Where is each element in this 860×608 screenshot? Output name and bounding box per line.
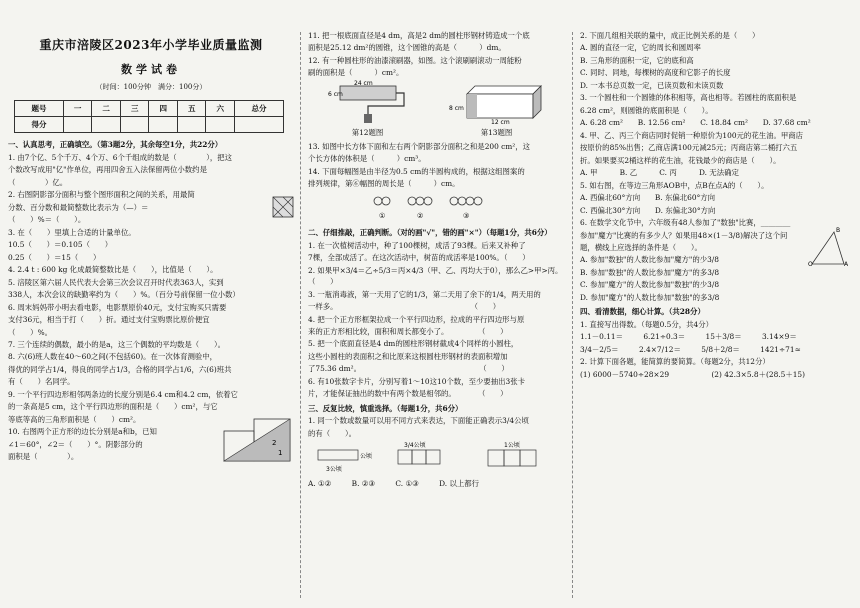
figure-caption: 第13题图 <box>480 128 513 138</box>
score-table-header-row <box>15 101 284 117</box>
question-line: C. 同时、同地，每棵树的高度和它影子的长度 <box>580 68 731 78</box>
score-input-cell[interactable] <box>92 117 121 133</box>
question-line: 6.28 cm²，则圆锥的底面积是（ ）。 <box>580 105 713 115</box>
section-heading: 二、仔细推敲，正确判断。（对的画"√"，错的画"×"）（每题1分，共6分） <box>308 228 552 238</box>
question-line: D. 参加"魔方"的人数比参加"数独"的多3/8 <box>580 292 720 302</box>
fig12-dim-diameter: 6 cm <box>327 90 343 98</box>
calc-item: 3/4－2/5＝ <box>580 344 619 354</box>
subsection-heading: 2. 计算下面各题，能简算的要简算。（每题2分，共12分） <box>580 357 770 367</box>
question-line: 4. 把一个正方形框架拉成一个平行四边形，拉成的平行四边形与原 <box>308 314 525 324</box>
score-cell: 题号 <box>15 101 64 117</box>
question-line: 9. 一个平行四边形相邻两条边的长度分别是6.4 cm和4.2 cm，依着它 <box>8 389 238 399</box>
question-line: 5. 把一个底面直径是4 dm的圆柱形钢材截成4个同样的小圆柱， <box>308 339 519 349</box>
fig-label: 1公顷 <box>504 442 520 450</box>
question-line: A. 参加"数独"的人数比参加"魔方"的少3/8 <box>580 255 719 265</box>
triangle-aob-figure <box>808 226 848 268</box>
score-input-cell[interactable] <box>149 117 178 133</box>
option-a[interactable]: A. ①② <box>308 478 332 488</box>
question-line: （ ）%。 <box>8 327 52 337</box>
question-line: 支付36元，相当于打（ ）折。通过支付宝购票比原价便宜 <box>8 315 210 325</box>
score-input-cell[interactable] <box>206 117 235 133</box>
svg-text:2: 2 <box>272 438 277 447</box>
question-line: 分数、百分数和最简整数比表示为（—）＝ <box>8 202 149 212</box>
question-line: 按原价的85%出售；乙商店满100元减25元；丙商店第二桶打六五 <box>580 143 798 153</box>
figure-caption: 第12题图 <box>351 128 384 138</box>
question-line: 11. 把一根底面直径是4 dm，高是2 dm的圆柱形钢材铸造成一个底 <box>308 31 530 40</box>
score-input-cell[interactable] <box>177 117 206 133</box>
figure-12 <box>328 80 408 139</box>
column-divider <box>572 32 573 598</box>
fig-label: 3/4公顷 <box>404 442 426 450</box>
option-d[interactable]: D. 以上都行 <box>439 478 480 488</box>
exam-title: 重庆市涪陵区2023年小学毕业质量监测 <box>39 38 263 52</box>
question-line: 6. 在数学文化节中，六年级有48人参加了"数独"比赛，________ <box>580 218 791 228</box>
question-line: 刷的面积是（ ）cm²。 <box>308 68 404 78</box>
svg-text:O: O <box>808 261 813 268</box>
score-table <box>14 100 284 133</box>
svg-text:A: A <box>844 261 848 268</box>
fig13-dim-length: 12 cm <box>490 118 510 124</box>
calc-item: 1.1－0.11＝ <box>580 332 623 342</box>
calc-row <box>580 344 852 355</box>
question-line: 3. 一个圆柱和一个圆锥的体积相等，高也相等。若圆柱的底面积是 <box>580 93 797 103</box>
question-line: A. 圆的直径一定，它的周长和圆周率 <box>580 43 701 53</box>
calc-item: (2) 42.3×5.8＋(28.5＋15) <box>711 369 806 379</box>
two-squares-figure <box>222 417 292 463</box>
calc-item: 3.14×9＝ <box>761 332 797 342</box>
question-line: 了75.36 dm²。 （ ） <box>308 364 509 374</box>
score-input-cell[interactable] <box>235 117 284 133</box>
question-line: 7棵，全部成活了。在这次活动中，树苗的成活率是100%。（ ） <box>308 253 530 263</box>
question-line: 4. 甲、乙、丙三个商店同时促销一种原价为100元的花生油。甲商店 <box>580 130 804 140</box>
pattern-label: ② <box>417 211 424 220</box>
paint-roller-figure <box>328 80 408 124</box>
section-heading: 三、反复比较，慎重选择。（每题1分，共6分） <box>308 403 463 413</box>
column-divider <box>300 32 301 598</box>
question-line: 5. 涪陵区第六届人民代表大会第三次会议召开时代表363人，实到 <box>8 277 224 287</box>
question-line: 14. 下面每幅图是由半径为0.5 cm的半圆构成的，根据这组图案的 <box>308 166 525 176</box>
hectare-options-figure <box>308 440 566 474</box>
score-cell: 六 <box>206 101 235 117</box>
calc-item: 6.21÷0.3＝ <box>643 332 686 342</box>
question-line: 折。如果要买2桶这样的花生油，花钱最少的商店是（ ）。 <box>580 155 781 165</box>
option-c[interactable]: C. ①③ <box>395 478 419 488</box>
question-line: （ ）亿。 <box>8 177 68 187</box>
question-line: 题，横线上应选择的条件是（ ）。 <box>580 242 702 252</box>
question-line: A. 6.28 cm² B. 12.56 cm² C. 18.84 cm² D. 37.68 cm² <box>580 118 811 128</box>
question-line: 面积是（ ）。 <box>8 452 79 462</box>
question-lines <box>580 30 852 303</box>
option-b[interactable]: B. ②③ <box>351 478 376 488</box>
score-input-cell[interactable] <box>120 117 149 133</box>
question-line: 2. 下面几组相关联的量中，成正比例关系的是（ ） <box>580 31 760 40</box>
question-line: 6. 有10张数字卡片，分别写着1～10这10个数，至少要抽出3张卡 <box>308 376 526 386</box>
fig12-dim-length: 24 cm <box>353 79 373 87</box>
cuboid-figure <box>447 80 547 124</box>
section-heading: 一、认真思考，正确填空。（第3题2分，其余每空1分，共22分） <box>8 140 223 150</box>
question-line: C. 西偏北30°方向 D. 东偏北30°方向 <box>580 205 716 215</box>
score-input-cell[interactable] <box>63 117 92 133</box>
question-line: 1. 由7个亿、5个千万、4个万、6个千组成的数是（ ），把这 <box>8 152 233 162</box>
score-cell: 一 <box>63 101 92 117</box>
score-cell: 三 <box>120 101 149 117</box>
question-line: 12. 有一种圆柱形的油漆滚刷器，如图。这个滚刷刷滚动一周能粉 <box>308 55 522 65</box>
question-line: 5. 如右图，在等边三角形AOB中，点B在点A的（ ）。 <box>580 180 769 190</box>
question-line: 的一条高是5 cm，这个平行四边形的面积是（ ）cm²，与它 <box>8 402 218 412</box>
question-line: 2. 如果甲×3/4＝乙÷5/3＝丙×4/3（甲、乙、丙均大于0），那么乙>甲>丙。（ ） <box>308 265 563 287</box>
question-line: C. 参加"魔方"的人数比参加"数独"的少3/8 <box>580 280 720 290</box>
question-line: 338人，本次会议的缺勤率约为（ ）%。（百分号前保留一位小数） <box>8 290 240 300</box>
question-line: 10. 右图两个正方形的边长分别是a和b，已知 <box>8 427 157 437</box>
calc-item: 2.4×7/12＝ <box>638 344 681 354</box>
figures-12-13 <box>308 81 566 139</box>
score-table-score-row <box>15 117 284 133</box>
subsection-heading: 1. 直接写出得数。（每题0.5分，共4分） <box>580 319 714 329</box>
question-line: A. 甲 B. 乙 C. 丙 D. 无法确定 <box>580 168 739 178</box>
question-line: 1. 同一个数或数量可以用不同方式来表达，下面能正确表示3/4公顷 <box>308 416 529 426</box>
question-line: 3. 一瓶消毒液，第一天用了它的1/3，第二天用了余下的1/4，两天用的 <box>308 289 541 299</box>
question-line: 参加"魔方"比赛的有多少人？如果用48×(1－3/8)解决了这个问 <box>580 230 788 240</box>
svg-text:1: 1 <box>278 448 283 457</box>
exam-meta: （时间：100分钟 满分：100分） <box>95 82 207 91</box>
calc-row <box>580 369 852 380</box>
question-line: 个长方体的体积是（ ）cm³。 <box>308 154 426 164</box>
column-3 <box>580 30 852 381</box>
score-cell: 五 <box>177 101 206 117</box>
pattern-label: ① <box>379 211 386 220</box>
question-line: A. 西偏北60°方向 B. 东偏北60°方向 <box>580 193 716 203</box>
question-line: B. 参加"数独"的人数比参加"魔方"的多3/8 <box>580 267 720 277</box>
score-cell: 得分 <box>15 117 64 133</box>
semicircle-pattern-figure <box>308 191 566 221</box>
question-line: D. 一本书总页数一定，已读页数和未读页数 <box>580 80 724 90</box>
question-line: 4. 2.4 t : 600 kg 化成最简整数比是（ ），比值是（ ）。 <box>8 265 218 275</box>
score-cell: 总分 <box>235 101 284 117</box>
svg-text:B: B <box>836 227 841 234</box>
section-heading: 四、看清数据，细心计算。（共28分） <box>580 307 705 317</box>
question-line: 0.25（ ）＝15（ ） <box>8 252 101 262</box>
question-line: 来的正方形相比较，面积和周长都变小了。 （ ） <box>308 326 508 336</box>
question-line: 6. 周末妈妈带小明去看电影，电影票原价40元，支付宝购买只需要 <box>8 302 227 312</box>
question-line: 8. 六(6)班人数在40～60之间(不包括60)。在一次体育测验中， <box>8 352 218 362</box>
question-line: B. 三角形的面积一定，它的底和高 <box>580 55 694 65</box>
calc-item: (1) 6000－5740÷28×29 <box>580 369 670 379</box>
question-lines <box>8 152 294 463</box>
figure-13 <box>447 80 547 139</box>
question-line: 一样多。 （ ） <box>308 302 501 312</box>
question-line: 3. 在（ ）里填上合适的计量单位。 <box>8 227 136 237</box>
score-cell: 四 <box>149 101 178 117</box>
question-line: 的有（ ）。 <box>308 428 357 438</box>
question-line: （ ）%＝（ ）。 <box>8 215 86 225</box>
calc-item: 1421÷71≈ <box>760 344 801 354</box>
question-line: 等底等高的三角形面积是（ ）cm²。 <box>8 414 141 424</box>
question-line: 排列规律，第⑥幅图的周长是（ ）cm。 <box>308 179 460 189</box>
fig-label: 3公顷 <box>326 466 342 474</box>
options-row <box>308 478 566 489</box>
question-line: 有（ ）名同学。 <box>8 377 75 387</box>
shaded-square-figure <box>272 196 294 218</box>
score-cell: 二 <box>92 101 121 117</box>
question-line: 7. 三个连续的偶数，最小的是a，这三个偶数的平均数是（ ）。 <box>8 339 226 349</box>
calc-item: 15＋3/8＝ <box>705 332 742 342</box>
question-line: 2. 右图阴影部分面积与整个图形面积之间的关系，用最简 <box>8 190 195 200</box>
column-1 <box>8 30 294 464</box>
question-line: 面积是25.12 dm²的圆锥，这个圆锥的高是（ ）dm。 <box>308 43 506 53</box>
pattern-label: ③ <box>463 211 470 220</box>
question-line: ∠1＝60°，∠2＝（ ）°。阴影部分的 <box>8 439 143 449</box>
fig13-dim-height: 8 cm <box>448 104 464 112</box>
column-2 <box>308 30 566 490</box>
question-line: 13. 如图中长方体下面和左右两个阴影部分面积之和是200 cm²，这 <box>308 141 531 151</box>
question-line: 1. 在一次植树活动中，种了100棵树，成活了93棵。后来又补种了 <box>308 240 526 250</box>
question-line: 个数改写成用"亿"作单位，再用四舍五入法保留两位小数约是 <box>8 165 207 175</box>
question-line: 得优的同学占1/4，得良的同学占1/3，合格的同学占1/6，六(6)班共 <box>8 364 232 374</box>
question-line: 10.5（ ）＝0.105（ ） <box>8 240 113 250</box>
question-line: 这些小圆柱的表面积之和比原来这根圆柱形钢材的表面积增加 <box>308 351 508 361</box>
question-line: 片，才能保证抽出的数中有两个数是相邻的。 （ ） <box>308 389 508 399</box>
calc-item: 5/8＋2/8＝ <box>701 344 740 354</box>
calc-row <box>580 331 852 342</box>
fig-label: 公顷 <box>360 453 373 461</box>
exam-subtitle: 数学试卷 <box>121 62 181 76</box>
